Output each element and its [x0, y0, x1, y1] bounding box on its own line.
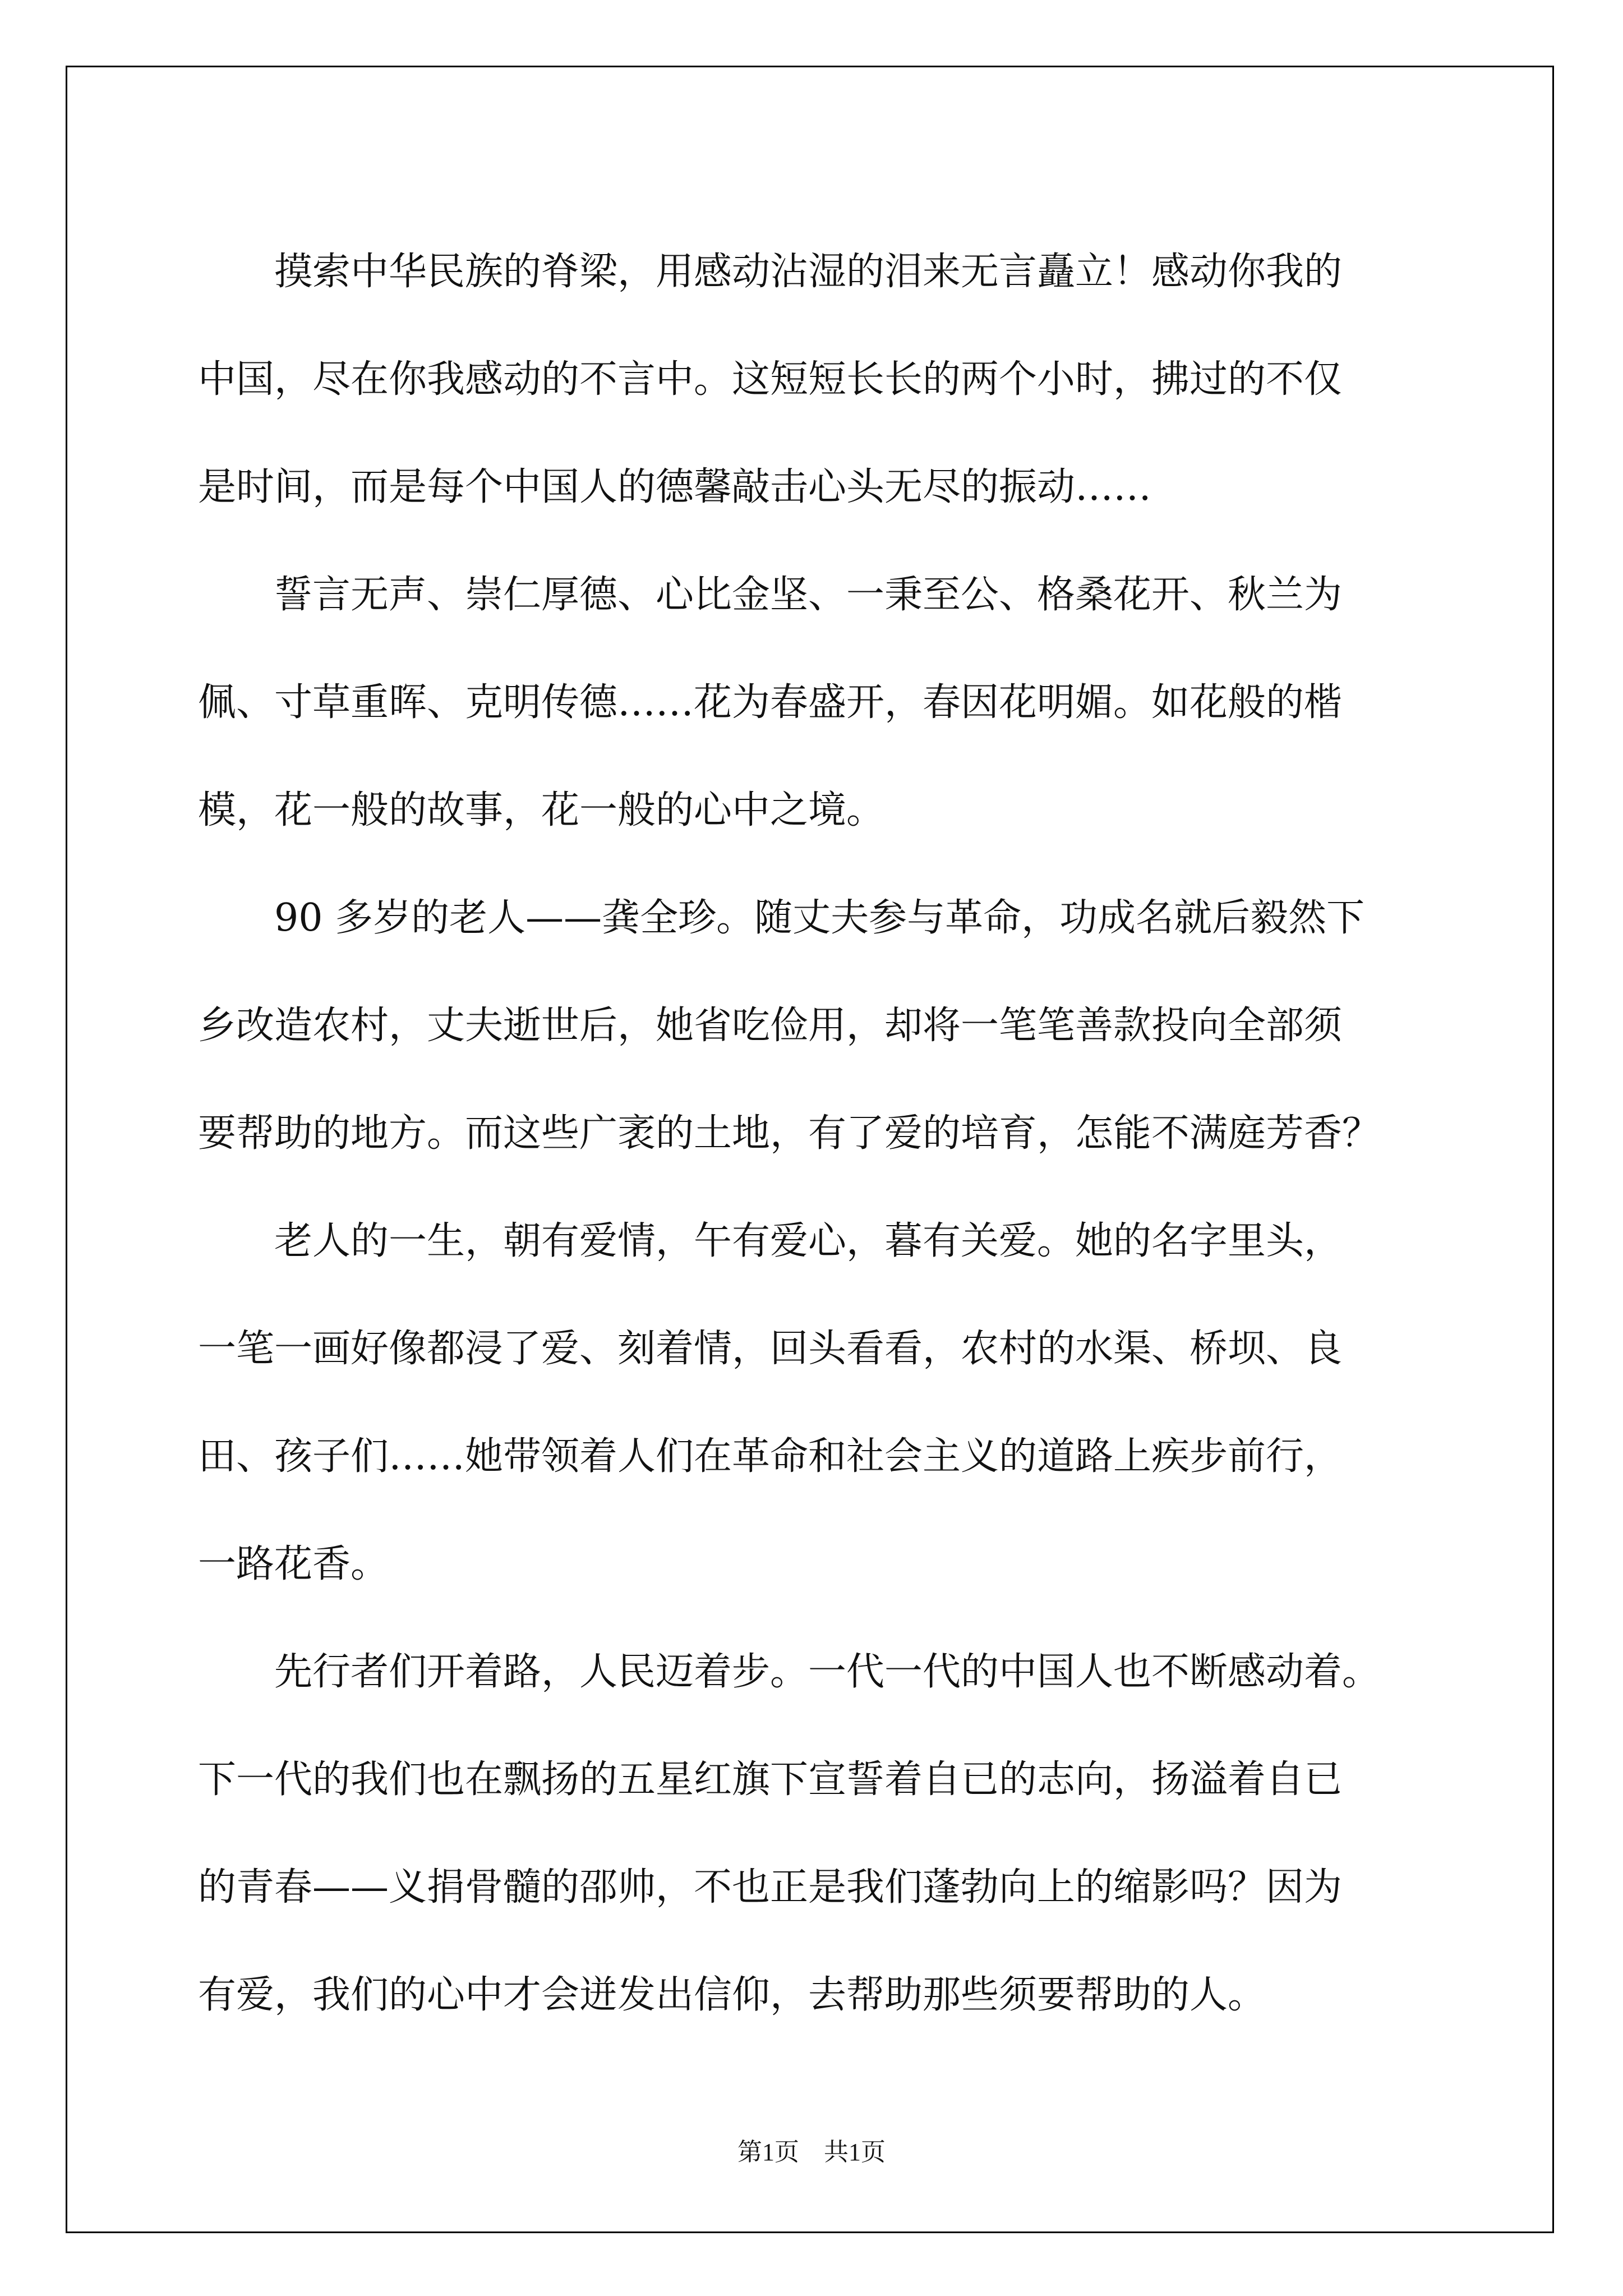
- page-number-total: 共1页: [824, 2138, 886, 2166]
- text-line: 是时间，而是每个中国人的德馨敲击心头无尽的振动……: [198, 465, 1152, 509]
- text-line: 模，花一般的故事，花一般的心中之境。: [198, 788, 885, 832]
- page-footer: [0, 2132, 1623, 2168]
- text-line: 乡改造农村，丈夫逝世后，她省吃俭用，却将一笔笔善款投向全部须: [198, 1004, 1343, 1048]
- text-line: 有爱，我们的心中才会迸发出信仰，去帮助那些须要帮助的人。: [198, 1973, 1266, 2017]
- text-line: 下一代的我们也在飘扬的五星红旗下宣誓着自已的志向，扬溢着自已: [198, 1757, 1343, 1802]
- text-line: 一笔一画好像都浸了爱、刻着情，回头看看，农村的水渠、桥坝、良: [198, 1327, 1343, 1371]
- page-number-current: 第1页: [737, 2138, 799, 2166]
- document-body: [198, 218, 1432, 2049]
- text-line: 90 多岁的老人——龚全珍。随丈夫参与革命，功成名就后毅然下: [198, 896, 1365, 940]
- text-line: 誓言无声、崇仁厚德、心比金坚、一秉至公、格桑花开、秋兰为: [198, 573, 1343, 617]
- text-line: 佩、寸草重晖、克明传德……花为春盛开，春因花明媚。如花般的楷: [198, 680, 1343, 725]
- text-line: 老人的一生，朝有爱情，午有爱心，暮有关爱。她的名字里头，: [198, 1219, 1343, 1263]
- text-line: 田、孩子们……她带领着人们在革命和社会主义的道路上疾步前行，: [198, 1434, 1343, 1479]
- text-line: 中国，尽在你我感动的不言中。这短短长长的两个小时，拂过的不仅: [198, 357, 1343, 402]
- text-line: 的青春——义捐骨髓的邵帅，不也正是我们蓬勃向上的缩影吗？因为: [198, 1865, 1343, 1910]
- text-line: 要帮助的地方。而这些广袤的土地，有了爱的培育，怎能不满庭芳香？: [198, 1111, 1381, 1156]
- text-line: 一路花香。: [198, 1542, 389, 1586]
- text-line: 摸索中华民族的脊梁，用感动沾湿的泪来无言矗立！感动你我的: [198, 250, 1343, 294]
- text-line: 先行者们开着路，人民迈着步。一代一代的中国人也不断感动着。: [198, 1650, 1381, 1694]
